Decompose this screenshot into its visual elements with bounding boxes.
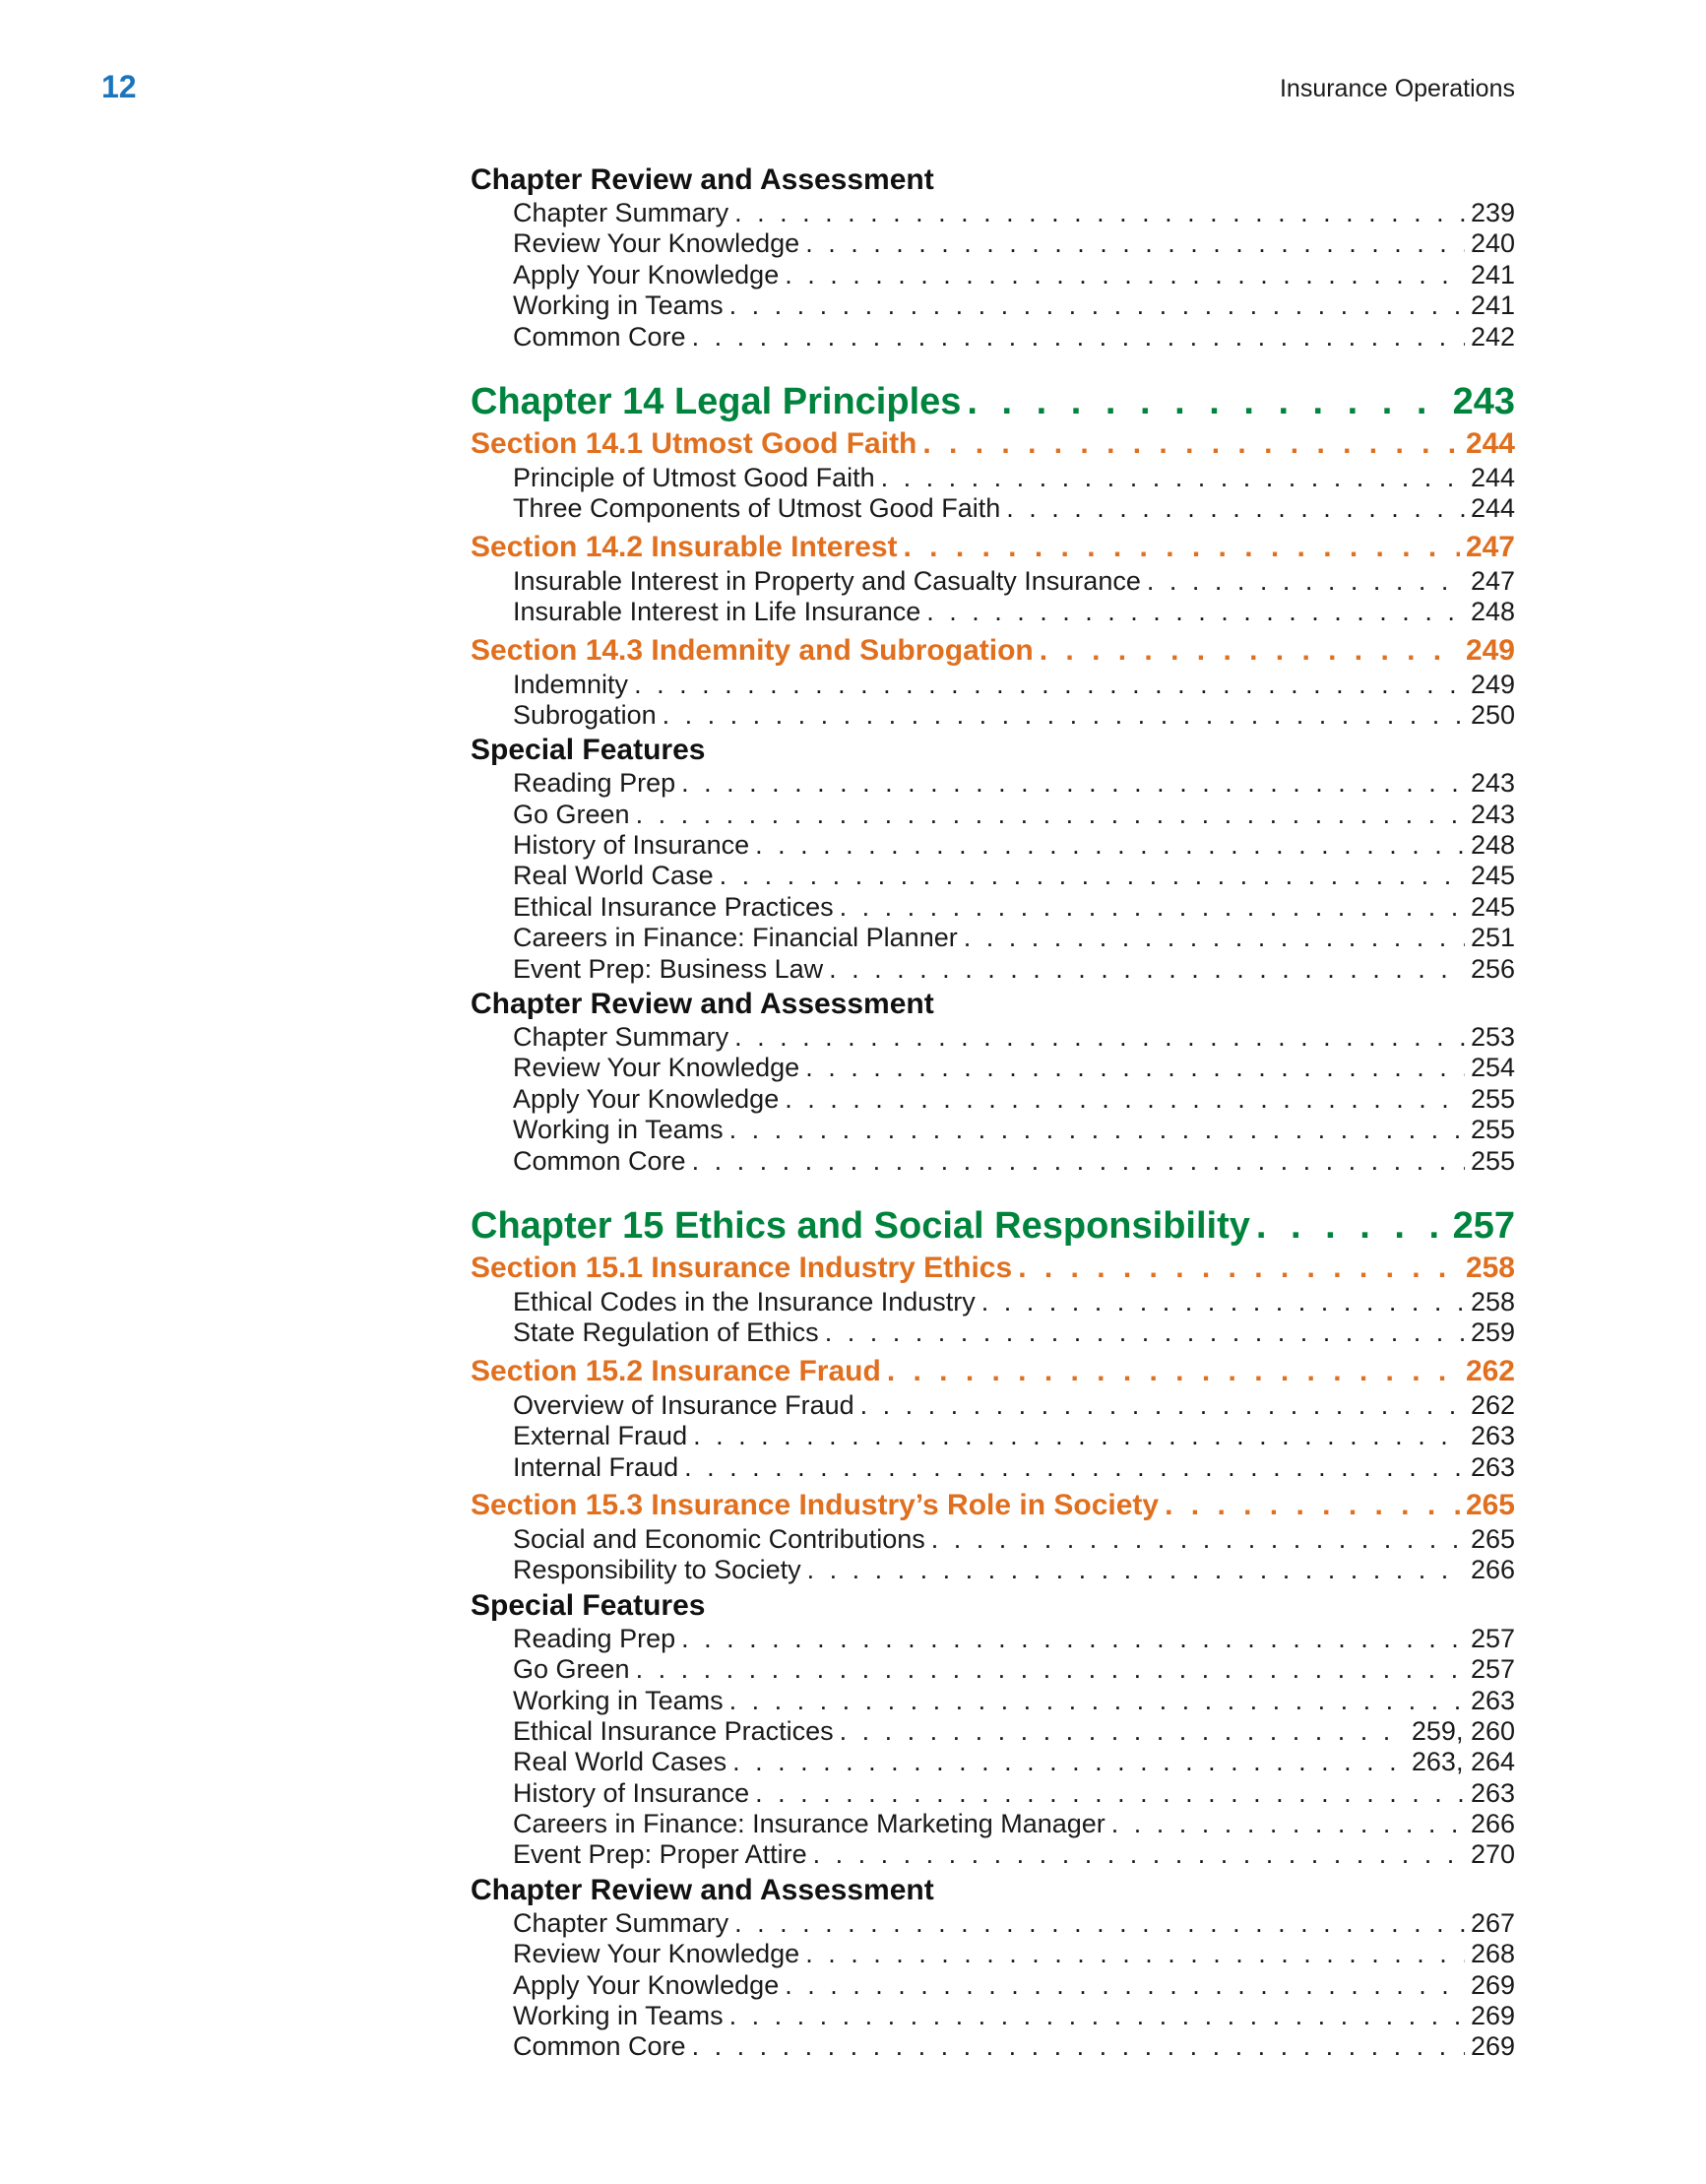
dot-leader [829,954,1465,985]
toc-entry[interactable] [471,800,1515,830]
dot-leader [734,198,1465,228]
dot-leader [805,228,1465,259]
entry-label: Chapter Summary [513,1907,729,1938]
chapter-page: 257 [1452,1204,1515,1247]
entry-label: Go Green [513,1654,630,1685]
special-features-heading: Special Features [471,1588,706,1622]
dot-leader [1006,493,1465,524]
entry-page: 263 [1470,1777,1515,1808]
chapter-title: Chapter 15 Ethics and Social Responsibility [471,1204,1250,1247]
entry-page: 248 [1470,597,1515,627]
entry-page: 247 [1470,565,1515,596]
dot-leader [636,800,1465,830]
dot-leader [860,1390,1465,1421]
entry-label: Responsibility to Society [513,1555,801,1585]
section-page: 244 [1465,426,1515,460]
toc-entry[interactable] [471,1053,1515,1083]
toc-entry[interactable] [471,892,1515,923]
toc-entry[interactable] [471,1317,1515,1348]
entry-page: 269 [1470,2031,1515,2062]
entry-label: History of Insurance [513,1777,750,1808]
dot-leader [785,260,1465,290]
dot-leader [964,923,1465,953]
entry-page: 255 [1470,1145,1515,1176]
entry-page: 244 [1470,462,1515,492]
entry-page: 240 [1470,228,1515,259]
toc-entry[interactable] [471,566,1515,597]
dot-leader [931,1524,1465,1555]
entry-page: 255 [1470,1083,1515,1114]
entry-label: Apply Your Knowledge [513,1969,780,2000]
entry-page: 244 [1470,493,1515,524]
entry-page: 245 [1470,891,1515,922]
section-page: 247 [1465,530,1515,563]
entry-label: Common Core [513,2031,686,2062]
entry-label: Review Your Knowledge [513,1053,800,1083]
dot-leader [1256,1202,1447,1250]
entry-page: 250 [1470,699,1515,730]
toc-entry[interactable] [471,670,1515,700]
dot-leader [904,529,1460,566]
chapter-15-heading[interactable] [471,1202,1515,1250]
dot-leader [813,1839,1465,1870]
entry-page: 267 [1470,1907,1515,1938]
entry-label: History of Insurance [513,830,750,861]
dot-leader [681,768,1465,799]
section-14-3-heading[interactable] [471,632,1515,670]
entry-label: Common Core [513,1145,686,1176]
entry-page: 259, 260 [1411,1715,1515,1746]
dot-leader [840,892,1465,923]
dot-leader [805,1053,1465,1083]
dot-leader [681,1624,1465,1654]
dot-leader [807,1555,1465,1585]
entry-label: Apply Your Knowledge [513,1083,780,1114]
chapter-14-heading[interactable] [471,378,1515,425]
dot-leader [755,1778,1465,1809]
entry-label: Apply Your Knowledge [513,259,780,289]
toc-entry[interactable] [471,768,1515,799]
entry-label: Working in Teams [513,2001,724,2031]
entry-label: Chapter Summary [513,198,729,227]
toc-entry[interactable] [471,493,1515,524]
running-head: Insurance Operations [1279,75,1515,102]
toc-entry[interactable] [471,1624,1515,1654]
toc-entry[interactable] [471,1686,1515,1716]
dot-leader [1147,566,1465,597]
toc-entry[interactable] [471,1654,1515,1685]
entry-label: Review Your Knowledge [513,228,800,259]
entry-page: 257 [1470,1623,1515,1653]
section-title: Section 14.2 Insurable Interest [471,530,898,563]
dot-leader [692,2031,1465,2062]
entry-label: Chapter Summary [513,1022,729,1053]
section-page: 258 [1465,1251,1515,1284]
dot-leader [1040,632,1460,670]
entry-page: 268 [1470,1939,1515,1969]
entry-label: Review Your Knowledge [513,1939,800,1969]
review-heading: Chapter Review and Assessment [471,163,934,196]
dot-leader [692,322,1465,353]
toc-entry[interactable] [471,1716,1515,1747]
dot-leader [684,1452,1465,1483]
dot-leader [634,670,1465,700]
dot-leader [926,597,1465,627]
entry-page: 241 [1470,259,1515,289]
entry-label: Reading Prep [513,768,676,799]
section-title: Section 15.2 Insurance Fraud [471,1354,881,1387]
dot-leader [663,700,1465,731]
section-15-1-heading[interactable] [471,1250,1515,1287]
entry-label: Three Components of Utmost Good Faith [513,493,1001,524]
section-page: 262 [1465,1354,1515,1387]
dot-leader [729,1115,1465,1145]
chapter-title: Chapter 14 Legal Principles [471,380,962,422]
dot-leader [693,1421,1465,1451]
entry-label: Working in Teams [513,290,724,321]
toc-entry[interactable] [471,1524,1515,1555]
entry-label: Social and Economic Contributions [513,1523,925,1554]
entry-page: 263 [1470,1685,1515,1715]
entry-page: 258 [1470,1286,1515,1317]
entry-label: Principle of Utmost Good Faith [513,462,875,492]
entry-label: Ethical Insurance Practices [513,891,834,922]
entry-page: 245 [1470,861,1515,891]
toc-entry[interactable] [471,322,1515,353]
entry-label: Careers in Finance: Insurance Marketing Manager [513,1809,1106,1839]
dot-leader [881,463,1465,493]
dot-leader [729,290,1465,321]
dot-leader [755,830,1465,861]
dot-leader [922,425,1460,463]
toc-entry[interactable] [471,830,1515,861]
toc-entry[interactable] [471,954,1515,985]
entry-label: Ethical Insurance Practices [513,1715,834,1746]
special-features-heading: Special Features [471,734,706,767]
entry-page: 254 [1470,1053,1515,1083]
chapter-page: 243 [1452,380,1515,422]
entry-page: 259 [1470,1317,1515,1348]
toc-entry[interactable] [471,1022,1515,1053]
entry-label: Event Prep: Business Law [513,953,824,984]
dot-leader [636,1654,1465,1685]
entry-label: Insurable Interest in Life Insurance [513,597,921,627]
entry-page: 270 [1470,1839,1515,1870]
toc-entry[interactable] [471,1555,1515,1585]
toc-entry[interactable] [471,1809,1515,1839]
dot-leader [981,1287,1465,1317]
section-title: Section 15.1 Insurance Industry Ethics [471,1251,1013,1284]
toc-entry[interactable] [471,1115,1515,1145]
entry-page: 263 [1470,1421,1515,1451]
review-heading: Chapter Review and Assessment [471,1873,934,1906]
toc-entry[interactable] [471,1939,1515,1969]
entry-page: 248 [1470,830,1515,861]
toc-entry[interactable] [471,1421,1515,1451]
dot-leader [840,1716,1406,1747]
section-14-2-heading[interactable] [471,529,1515,566]
entry-page: 263, 264 [1411,1747,1515,1777]
entry-label: Go Green [513,799,630,829]
dot-leader [887,1353,1460,1390]
dot-leader [734,1022,1465,1053]
table-of-contents [471,162,1515,2063]
dot-leader [785,1970,1465,2001]
entry-label: External Fraud [513,1421,688,1451]
entry-label: Event Prep: Proper Attire [513,1839,807,1870]
entry-label: Indemnity [513,669,629,699]
entry-page: 266 [1470,1809,1515,1839]
entry-page: 242 [1470,321,1515,352]
entry-label: Careers in Finance: Financial Planner [513,923,958,953]
dot-leader [1111,1809,1465,1839]
dot-leader [720,861,1465,891]
entry-page: 255 [1470,1115,1515,1145]
entry-page: 239 [1470,198,1515,227]
section-14-1-heading[interactable] [471,425,1515,463]
section-title: Section 15.3 Insurance Industry’s Role in Society [471,1488,1160,1521]
toc-entry[interactable] [471,923,1515,953]
entry-label: Reading Prep [513,1623,676,1653]
toc-entry[interactable] [471,1839,1515,1870]
toc-entry[interactable] [471,700,1515,731]
entry-page: 266 [1470,1555,1515,1585]
toc-entry[interactable] [471,1908,1515,1939]
toc-entry[interactable] [471,2001,1515,2031]
entry-label: Real World Cases [513,1747,727,1777]
dot-leader [729,1686,1465,1716]
section-page: 265 [1465,1488,1515,1521]
section-15-3-heading[interactable] [471,1487,1515,1524]
review-heading: Chapter Review and Assessment [471,988,934,1021]
section-title: Section 14.3 Indemnity and Subrogation [471,633,1034,667]
toc-entry[interactable] [471,1778,1515,1809]
section-title: Section 14.1 Utmost Good Faith [471,426,917,460]
toc-entry[interactable] [471,1747,1515,1777]
entry-page: 243 [1470,799,1515,829]
entry-page: 256 [1470,953,1515,984]
entry-page: 265 [1470,1523,1515,1554]
entry-label: Working in Teams [513,1685,724,1715]
entry-label: Working in Teams [513,1115,724,1145]
dot-leader [692,1146,1465,1177]
section-page: 249 [1465,633,1515,667]
entry-label: Overview of Insurance Fraud [513,1389,854,1420]
entry-page: 251 [1470,923,1515,953]
dot-leader [1165,1487,1460,1524]
toc-entry[interactable] [471,290,1515,321]
toc-entry[interactable] [471,1084,1515,1115]
dot-leader [785,1084,1465,1115]
entry-label: State Regulation of Ethics [513,1317,819,1348]
toc-entry[interactable] [471,463,1515,493]
entry-page: 262 [1470,1389,1515,1420]
entry-page: 249 [1470,669,1515,699]
dot-leader [805,1939,1465,1969]
toc-entry[interactable] [471,228,1515,259]
entry-label: Internal Fraud [513,1451,679,1482]
toc-entry[interactable] [471,1146,1515,1177]
entry-page: 269 [1470,1969,1515,2000]
section-15-2-heading[interactable] [471,1353,1515,1390]
dot-leader [825,1317,1465,1348]
dot-leader [729,2001,1465,2031]
page-number: 12 [101,69,137,104]
dot-leader [732,1747,1406,1777]
entry-label: Insurable Interest in Property and Casualty Insurance [513,565,1141,596]
dot-leader [734,1908,1465,1939]
toc-entry[interactable] [471,1287,1515,1317]
toc-entry[interactable] [471,260,1515,290]
entry-page: 263 [1470,1451,1515,1482]
toc-entry[interactable] [471,1970,1515,2001]
entry-label: Real World Case [513,861,714,891]
toc-entry[interactable] [471,861,1515,891]
entry-page: 269 [1470,2001,1515,2031]
toc-entry[interactable] [471,597,1515,627]
entry-label: Common Core [513,321,686,352]
entry-page: 257 [1470,1654,1515,1685]
toc-entry[interactable] [471,1390,1515,1421]
toc-entry[interactable] [471,198,1515,228]
entry-label: Ethical Codes in the Insurance Industry [513,1286,976,1317]
entry-page: 243 [1470,768,1515,799]
toc-entry[interactable] [471,1452,1515,1483]
entry-page: 241 [1470,290,1515,321]
dot-leader [1018,1250,1460,1287]
entry-page: 253 [1470,1022,1515,1053]
entry-label: Subrogation [513,699,657,730]
dot-leader [967,378,1446,425]
toc-entry[interactable] [471,2031,1515,2062]
